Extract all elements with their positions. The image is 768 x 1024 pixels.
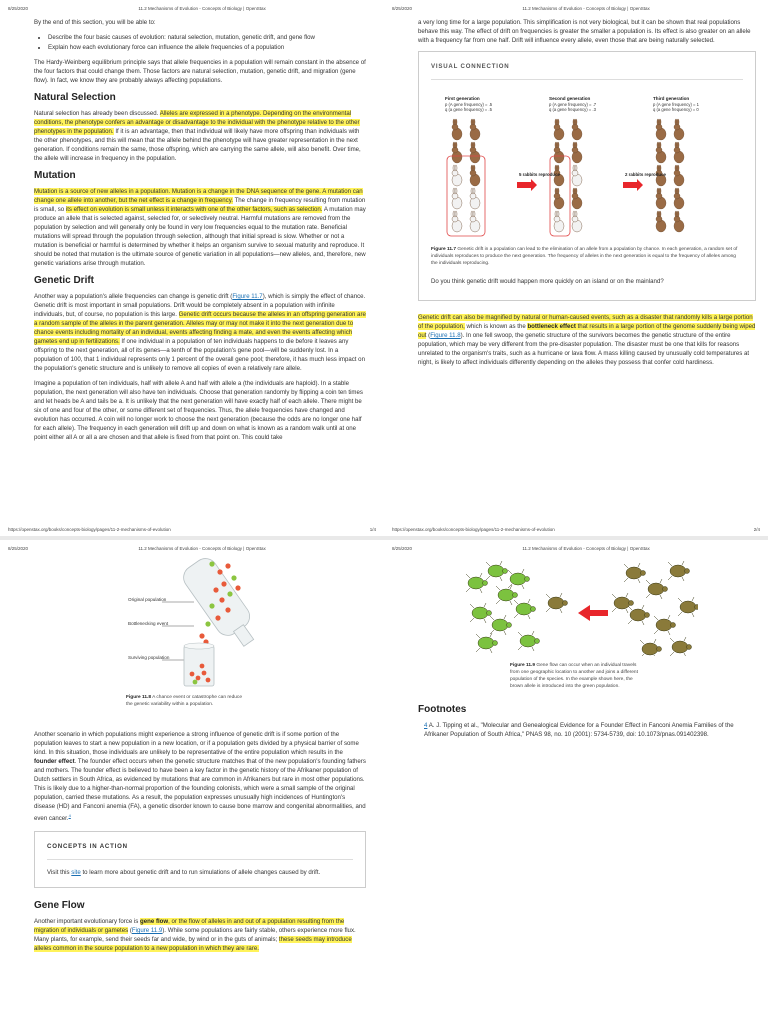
gen2-p: p (A gene frequency) = .7 bbox=[549, 102, 597, 107]
rabbit-icon bbox=[554, 142, 564, 163]
rabbit-icon bbox=[674, 165, 684, 186]
rabbit-icon bbox=[470, 211, 480, 232]
beetle-icon bbox=[546, 593, 568, 613]
hardy-weinberg-paragraph: The Hardy-Weinberg equilibrium principle says that allele frequencies in a population will remain constant in the absence of the four factors that could change them. Those factors are natural selection, mutation, genetic drift, and migration (gene flow). In fact, we know they are probably always affecting populations. bbox=[34, 59, 366, 84]
rabbit-icon bbox=[470, 119, 480, 140]
rabbit-icon bbox=[452, 211, 462, 232]
rabbit-icon bbox=[572, 211, 582, 232]
objective-item: • Explain how each evolutionary force can influence the allele frequencies of a population bbox=[48, 43, 366, 52]
gene-flow-figure bbox=[458, 556, 750, 656]
bead-icon bbox=[199, 633, 204, 638]
founder-effect-paragraph: Another scenario in which populations might experience a strong influence of genetic drift is if some portion of the population leaves to start a new population in a new location, or if a population gets divided by a physical barrier of some kind. In this situation, those individuals are unlikely to be representative of the entire population which results in the founder effect. The founder effect occurs when the genetic structure matches that of the new population's founding fathers and mothers. The founder effect is believed to have been a key factor in the genetic history of the Afrikaner population of Dutch settlers in South Africa, as evidenced by mutations that are common in Afrikaners but rare in most other populations. This is likely due to a higher-than-normal proportion of the founding colonists, which were a small sample of the original population, carried these mutations. As a result, the population expresses unusually high incidences of Huntington's disease (HD) and Fanconi anemia (FA), a genetic disorder known to cause bone marrow and congenital abnormalities, and even cancer.$^4$ bbox=[34, 731, 366, 823]
header-title: 11.2 Mechanisms of Evolution - Concepts of Biology | OpenStax bbox=[138, 546, 266, 551]
label-original-population: Original population bbox=[128, 597, 167, 602]
highlight: , or the flow of alleles in and out of a population resulting from the migration of individuals or gametes bbox=[34, 918, 345, 935]
bottle-icon bbox=[179, 554, 264, 653]
gen3-q: q (a gene frequency) = 0 bbox=[653, 107, 699, 112]
beetle-icon bbox=[470, 603, 492, 623]
beetle-icon bbox=[466, 573, 488, 593]
section-heading-footnotes: Footnotes bbox=[418, 704, 467, 715]
concepts-in-action-box bbox=[34, 831, 366, 888]
beetle-icon bbox=[490, 615, 512, 635]
bead-icon bbox=[217, 569, 222, 574]
bead-icon bbox=[225, 607, 230, 612]
highlight: Alleles are expressed in a phenotype. Depending on the environmental conditions, the phenotype confers an advantage or disadvantage to the individual with the phenotype relative to the other phenotypes in the population. bbox=[34, 110, 360, 135]
gen1-p: p (A gene frequency) = .5 bbox=[445, 102, 493, 107]
figure-caption: Figure 11.8 A chance event or catastrophe can reduce the genetic variability within a population. bbox=[126, 695, 242, 707]
arrow-icon bbox=[623, 179, 643, 191]
rabbit-icon bbox=[452, 165, 462, 186]
highlight: Genetic drift can also be magnified by natural or human-caused events, such as a disaster that randomly kills a large portion of the population, bbox=[418, 314, 753, 330]
highlight: Genetic drift occurs because the alleles in an offspring generation are a random sample of the alleles in the parent generation. Alleles may or may not make it into the next generation due to chance events including mortality of an individual, events affecting finding a mate, and even the events affecting which gametes end up in fertilizations. bbox=[34, 311, 366, 345]
header-title: 11.2 Mechanisms of Evolution - Concepts of Biology | OpenStax bbox=[138, 6, 266, 11]
page-body bbox=[418, 18, 756, 373]
highlight: these seeds may introduce alleles common in the source population to a new population in which they are rare. bbox=[34, 936, 352, 953]
highlight: Mutation is a source of new alleles in a population. Mutation is a change in the DNA sequence of the gene. A mutation can change one allele into another, but the net effect is a change in frequency. bbox=[34, 188, 363, 204]
concepts-in-action-title: CONCEPTS IN ACTION bbox=[47, 842, 353, 860]
concepts-in-action-text: Visit this site to learn more about genetic drift and to run simulations of allele changes caused by drift. bbox=[47, 869, 321, 877]
site-link[interactable]: site bbox=[71, 869, 81, 877]
rabbit-icon bbox=[452, 119, 462, 140]
beetle-icon bbox=[518, 631, 540, 651]
beetle-icon bbox=[486, 561, 508, 581]
rabbit-icon bbox=[554, 119, 564, 140]
page-body bbox=[34, 554, 366, 959]
gen1-q: q (a gene frequency) = .5 bbox=[445, 107, 492, 112]
rabbit-icon bbox=[452, 188, 462, 209]
bottleneck-paragraph: Genetic drift can also be magnified by natural or human-caused events, such as a disaster that randomly kills a large portion of the population, which is known as the bottleneck effect that results in a large portion of the genome suddenly being wiped out (Figure 11.8). In one fell swoop, the genetic structure of the survivors becomes the genetic structure of the entire population, which may be very different from the pre-disaster population. The disaster must be one that kills for reasons unrelated to the organism's traits, such as a hurricane or lava flow. A mass killing caused by unusually cold temperatures at night, is likely to affect individuals differently depending on the alleles they possess that confer cold hardiness. bbox=[418, 314, 756, 366]
term-bottleneck-effect: bottleneck effect bbox=[527, 323, 576, 330]
section-heading-mutation: Mutation bbox=[34, 170, 76, 181]
bead-icon bbox=[235, 585, 240, 590]
rabbit-icon bbox=[572, 188, 582, 209]
page-number: 2/4 bbox=[753, 527, 760, 532]
arrow2-label: 2 rabbits reproduce bbox=[625, 172, 666, 177]
bead-icon bbox=[231, 575, 236, 580]
rabbit-icon bbox=[554, 188, 564, 209]
bead-icon bbox=[205, 621, 210, 626]
rabbit-icon bbox=[656, 211, 666, 232]
beetle-icon bbox=[654, 615, 676, 635]
rabbit-icon bbox=[452, 142, 462, 163]
footnote-ref[interactable]: 4 bbox=[68, 813, 71, 818]
header-date: 8/25/2020 bbox=[8, 6, 29, 11]
beetle-icon bbox=[678, 597, 698, 617]
bead-icon bbox=[213, 587, 218, 592]
beetle-diagram bbox=[458, 556, 698, 656]
pdf-page-3 bbox=[0, 540, 384, 1024]
rabbit-generations-diagram bbox=[431, 88, 731, 238]
beetle-icon bbox=[628, 605, 650, 625]
natural-selection-paragraph: Natural selection has already been discussed. Alleles are expressed in a phenotype. Depending on the environmental conditions, the phenotype confers an advantage or disadvantage to the individual with the phenotype relative to the other phenotypes in the population. If it is an advantage, then that individual will likely have more offspring than individuals with the other phenotypes, and this will mean that the allele behind the phenotype will have greater representation in the next generation. If conditions remain the same, those offspring, which are carrying the same allele, will also benefit. Over time, the allele will increase in frequency in the population. bbox=[34, 110, 361, 162]
figure-link[interactable]: Figure 11.7 bbox=[232, 293, 263, 300]
rabbit-icon bbox=[674, 211, 684, 232]
beetle-populations bbox=[466, 561, 698, 656]
bead-icon bbox=[215, 615, 220, 620]
pdf-page-2 bbox=[384, 0, 768, 536]
beetle-icon bbox=[640, 639, 662, 656]
page-body bbox=[418, 556, 750, 745]
pdf-page-4 bbox=[384, 540, 768, 1024]
gen2-title: Second generation bbox=[549, 96, 591, 101]
genetic-drift-paragraph: Another way a population's allele frequencies can change is genetic drift (Figure 11.7), which is simply the effect of chance. Genetic drift is most important in small populations. Drift would be completely absent in a population with infinite individuals, but, of course, no population is this large. Genetic drift occurs because the alleles in an offspring generation are a random sample of the alleles in the parent generation. Alleles may or may not make it into the next generation due to chance events including mortality of an individual, events affecting finding a mate, and even the events affecting which gametes end up in fertilizations. If one individual in a population of ten individuals happens to die before it leaves any offspring to the next generation, all of its genes—a tenth of the population's gene pool—will be suddenly lost. In a population of 100, that 1 individual represents only 1 percent of the overall gene pool; therefore, it has much less impact on the population's genetic structure and is unlikely to remove all copies of even a relatively rare allele. bbox=[34, 293, 366, 372]
highlight: its effect on evolution is small unless it interacts with one of the other factors, such as selection. bbox=[65, 206, 323, 213]
bead-icon bbox=[225, 563, 230, 568]
footnote-item: 4 A. J. Tipping et al., "Molecular and Genealogical Evidence for a Founder Effect in Fanconi Anemia Families of the Afrikaner Population of South Africa," PNAS 98, no. 10 (2001): 5734-5739, doi: 10.1073/pnas.091402398. bbox=[424, 722, 734, 738]
rabbit-icon bbox=[674, 188, 684, 209]
highlight: that results in a large portion of the genome suddenly being wiped out bbox=[418, 323, 756, 339]
bottleneck-figure bbox=[34, 554, 366, 694]
bead-icon bbox=[219, 597, 224, 602]
page-footer bbox=[8, 527, 376, 532]
gen2-q: q (a gene frequency) = .3 bbox=[549, 107, 596, 112]
bead-icon bbox=[221, 581, 226, 586]
objectives-intro: By the end of this section, you will be able to: bbox=[34, 19, 156, 26]
bottleneck-diagram bbox=[34, 554, 294, 694]
page-number: 1/4 bbox=[369, 527, 376, 532]
beetle-icon bbox=[646, 579, 668, 599]
beetle-icon bbox=[670, 637, 692, 656]
gen1-title: First generation bbox=[445, 96, 480, 101]
header-title: 11.2 Mechanisms of Evolution - Concepts of Biology | OpenStax bbox=[522, 546, 650, 551]
figure-caption: Figure 11.7 Genetic drift in a population can lead to the elimination of an allele from a population by chance. In each generation, a random set of individuals reproduces to produce the next generation. The frequency of alleles in the next generation is equal to the frequency of alleles among the individuals reproducing. bbox=[431, 247, 738, 266]
section-heading-natural-selection: Natural Selection bbox=[34, 92, 116, 103]
beetle-icon bbox=[514, 599, 536, 619]
beetle-icon bbox=[624, 563, 646, 583]
genetic-drift-paragraph-2: Imagine a population of ten individuals, half with allele A and half with allele a (the individuals are haploid). In a stable population, the next generation will also have ten individuals. Choose that generation randomly by flipping a coin ten times and let heads be A and tails be a. It is unlikely that the next generation will have exactly half of each allele. There might be six of one and four of the other, or some different set of frequencies. Thus, the allele frequencies have changed and evolution has occurred. A coin will no longer work to choose the next generation (because the odds are no longer one half for each allele). The frequency in each generation will drift up and down on what is known as a random walk until at one point either all A or all a are chosen and that allele is fixed from that point on. This could take bbox=[34, 380, 363, 441]
arrow1-label: 5 rabbits reproduce bbox=[519, 172, 560, 177]
rabbit-icon bbox=[572, 142, 582, 163]
rabbit-icon bbox=[470, 165, 480, 186]
gen3-p: p (A gene frequency) = 1 bbox=[653, 102, 699, 107]
bead-icon bbox=[209, 603, 214, 608]
rabbit-icon bbox=[656, 188, 666, 209]
rabbit-icon bbox=[656, 119, 666, 140]
gen3-title: Third generation bbox=[653, 96, 690, 101]
beetle-icon bbox=[668, 561, 690, 581]
page-footer bbox=[392, 527, 760, 532]
bead-icon bbox=[209, 561, 214, 566]
genetic-drift-figure bbox=[431, 79, 743, 238]
footnote-backlink[interactable]: 4 bbox=[424, 722, 428, 729]
arrow-icon bbox=[578, 605, 608, 621]
page-header bbox=[8, 546, 376, 551]
footer-url[interactable]: https://openstax.org/books/concepts-biology/pages/11-2-mechanisms-of-evolution bbox=[392, 527, 555, 532]
mutation-paragraph: Mutation is a source of new alleles in a population. Mutation is a change in the DNA sequence of the gene. A mutation can change one allele into another, but the net effect is a change in frequency. The change in frequency resulting from mutation is small, so its effect on evolution is small unless it interacts with one of the other factors, such as selection. A mutation may produce an allele that is selected against, selected for, or selectively neutral. Harmful mutations are removed from the population by selection and will generally only be found in very low frequencies equal to the mutation rate. Beneficial mutations will spread through the population through selection, although that initial spread is slow. Whether or not a mutation is beneficial or harmful is determined by whether it helps an organism survive to sexual maturity and reproduce. It should be noted that mutation is the ultimate source of genetic variation in all populations—new alleles, and, therefore, new genetic variations arise through mutation. bbox=[34, 188, 366, 267]
page-header bbox=[8, 6, 376, 11]
rabbit-icon bbox=[470, 188, 480, 209]
label-bottleneck-event: Bottlenecking event bbox=[128, 621, 169, 626]
figure-link[interactable]: Figure 11.9 bbox=[131, 927, 163, 935]
gene-flow-paragraph: Another important evolutionary force is gene flow, or the flow of alleles in and out of a population resulting from the migration of individuals or gametes (Figure 11.9). While some populations are fairly stable, others experience more flux. Many plants, for example, send their seeds far and wide, by wind or in the guts of animals; these seeds may introduce alleles common in the source population to a new population in which they are rare. bbox=[34, 918, 356, 953]
objectives-list bbox=[34, 33, 366, 52]
term-gene-flow: gene flow bbox=[140, 918, 169, 926]
page-header bbox=[392, 546, 760, 551]
rabbit-icon bbox=[572, 165, 582, 186]
continued-paragraph: a very long time for a large population. This simplification is not very biological, but it can be shown that real populations behave this way. The effect of drift on frequencies is greater the smaller a population is. Its effect is also greater on an allele with a frequency far from one half. Drift will influence every allele, even those that are being naturally selected. bbox=[418, 19, 751, 44]
label-surviving-population: Surviving population bbox=[128, 655, 170, 660]
rabbit-icon bbox=[572, 119, 582, 140]
rabbit-icon bbox=[674, 119, 684, 140]
rabbit-icon bbox=[554, 211, 564, 232]
visual-connection-title: VISUAL CONNECTION bbox=[431, 63, 510, 70]
bead-icon bbox=[227, 591, 232, 596]
beetle-icon bbox=[476, 633, 498, 653]
arrow-icon bbox=[517, 179, 537, 191]
rabbit-icon bbox=[470, 142, 480, 163]
visual-connection-question: Do you think genetic drift would happen more quickly on an island or on the mainland? bbox=[431, 278, 664, 285]
header-date: 8/25/2020 bbox=[392, 546, 413, 551]
header-date: 8/25/2020 bbox=[392, 6, 413, 11]
pdf-page-1 bbox=[0, 0, 384, 536]
header-date: 8/25/2020 bbox=[8, 546, 29, 551]
term-founder-effect: founder effect bbox=[34, 758, 75, 765]
figure-link[interactable]: Figure 11.8 bbox=[430, 332, 461, 339]
page-header bbox=[392, 6, 760, 11]
figure-caption: Figure 11.9 Gene flow can occur when an individual travels from one geographic location to another and joins a different population of the species. In the example shown here, the brown allele is introduced into the green population. bbox=[510, 663, 638, 689]
section-heading-genetic-drift: Genetic Drift bbox=[34, 275, 95, 286]
section-heading-gene-flow: Gene Flow bbox=[34, 900, 85, 912]
beetle-icon bbox=[612, 593, 634, 613]
visual-connection-box bbox=[418, 51, 756, 301]
objective-item: • Describe the four basic causes of evolution: natural selection, mutation, genetic drift, and gene flow bbox=[48, 33, 366, 42]
header-title: 11.2 Mechanisms of Evolution - Concepts of Biology | OpenStax bbox=[522, 6, 650, 11]
page-body bbox=[34, 18, 366, 448]
rabbit-icon bbox=[656, 142, 666, 163]
footer-url[interactable]: https://openstax.org/books/concepts-biology/pages/11-2-mechanisms-of-evolution bbox=[8, 527, 171, 532]
rabbit-icon bbox=[674, 142, 684, 163]
beetle-icon bbox=[496, 585, 518, 605]
